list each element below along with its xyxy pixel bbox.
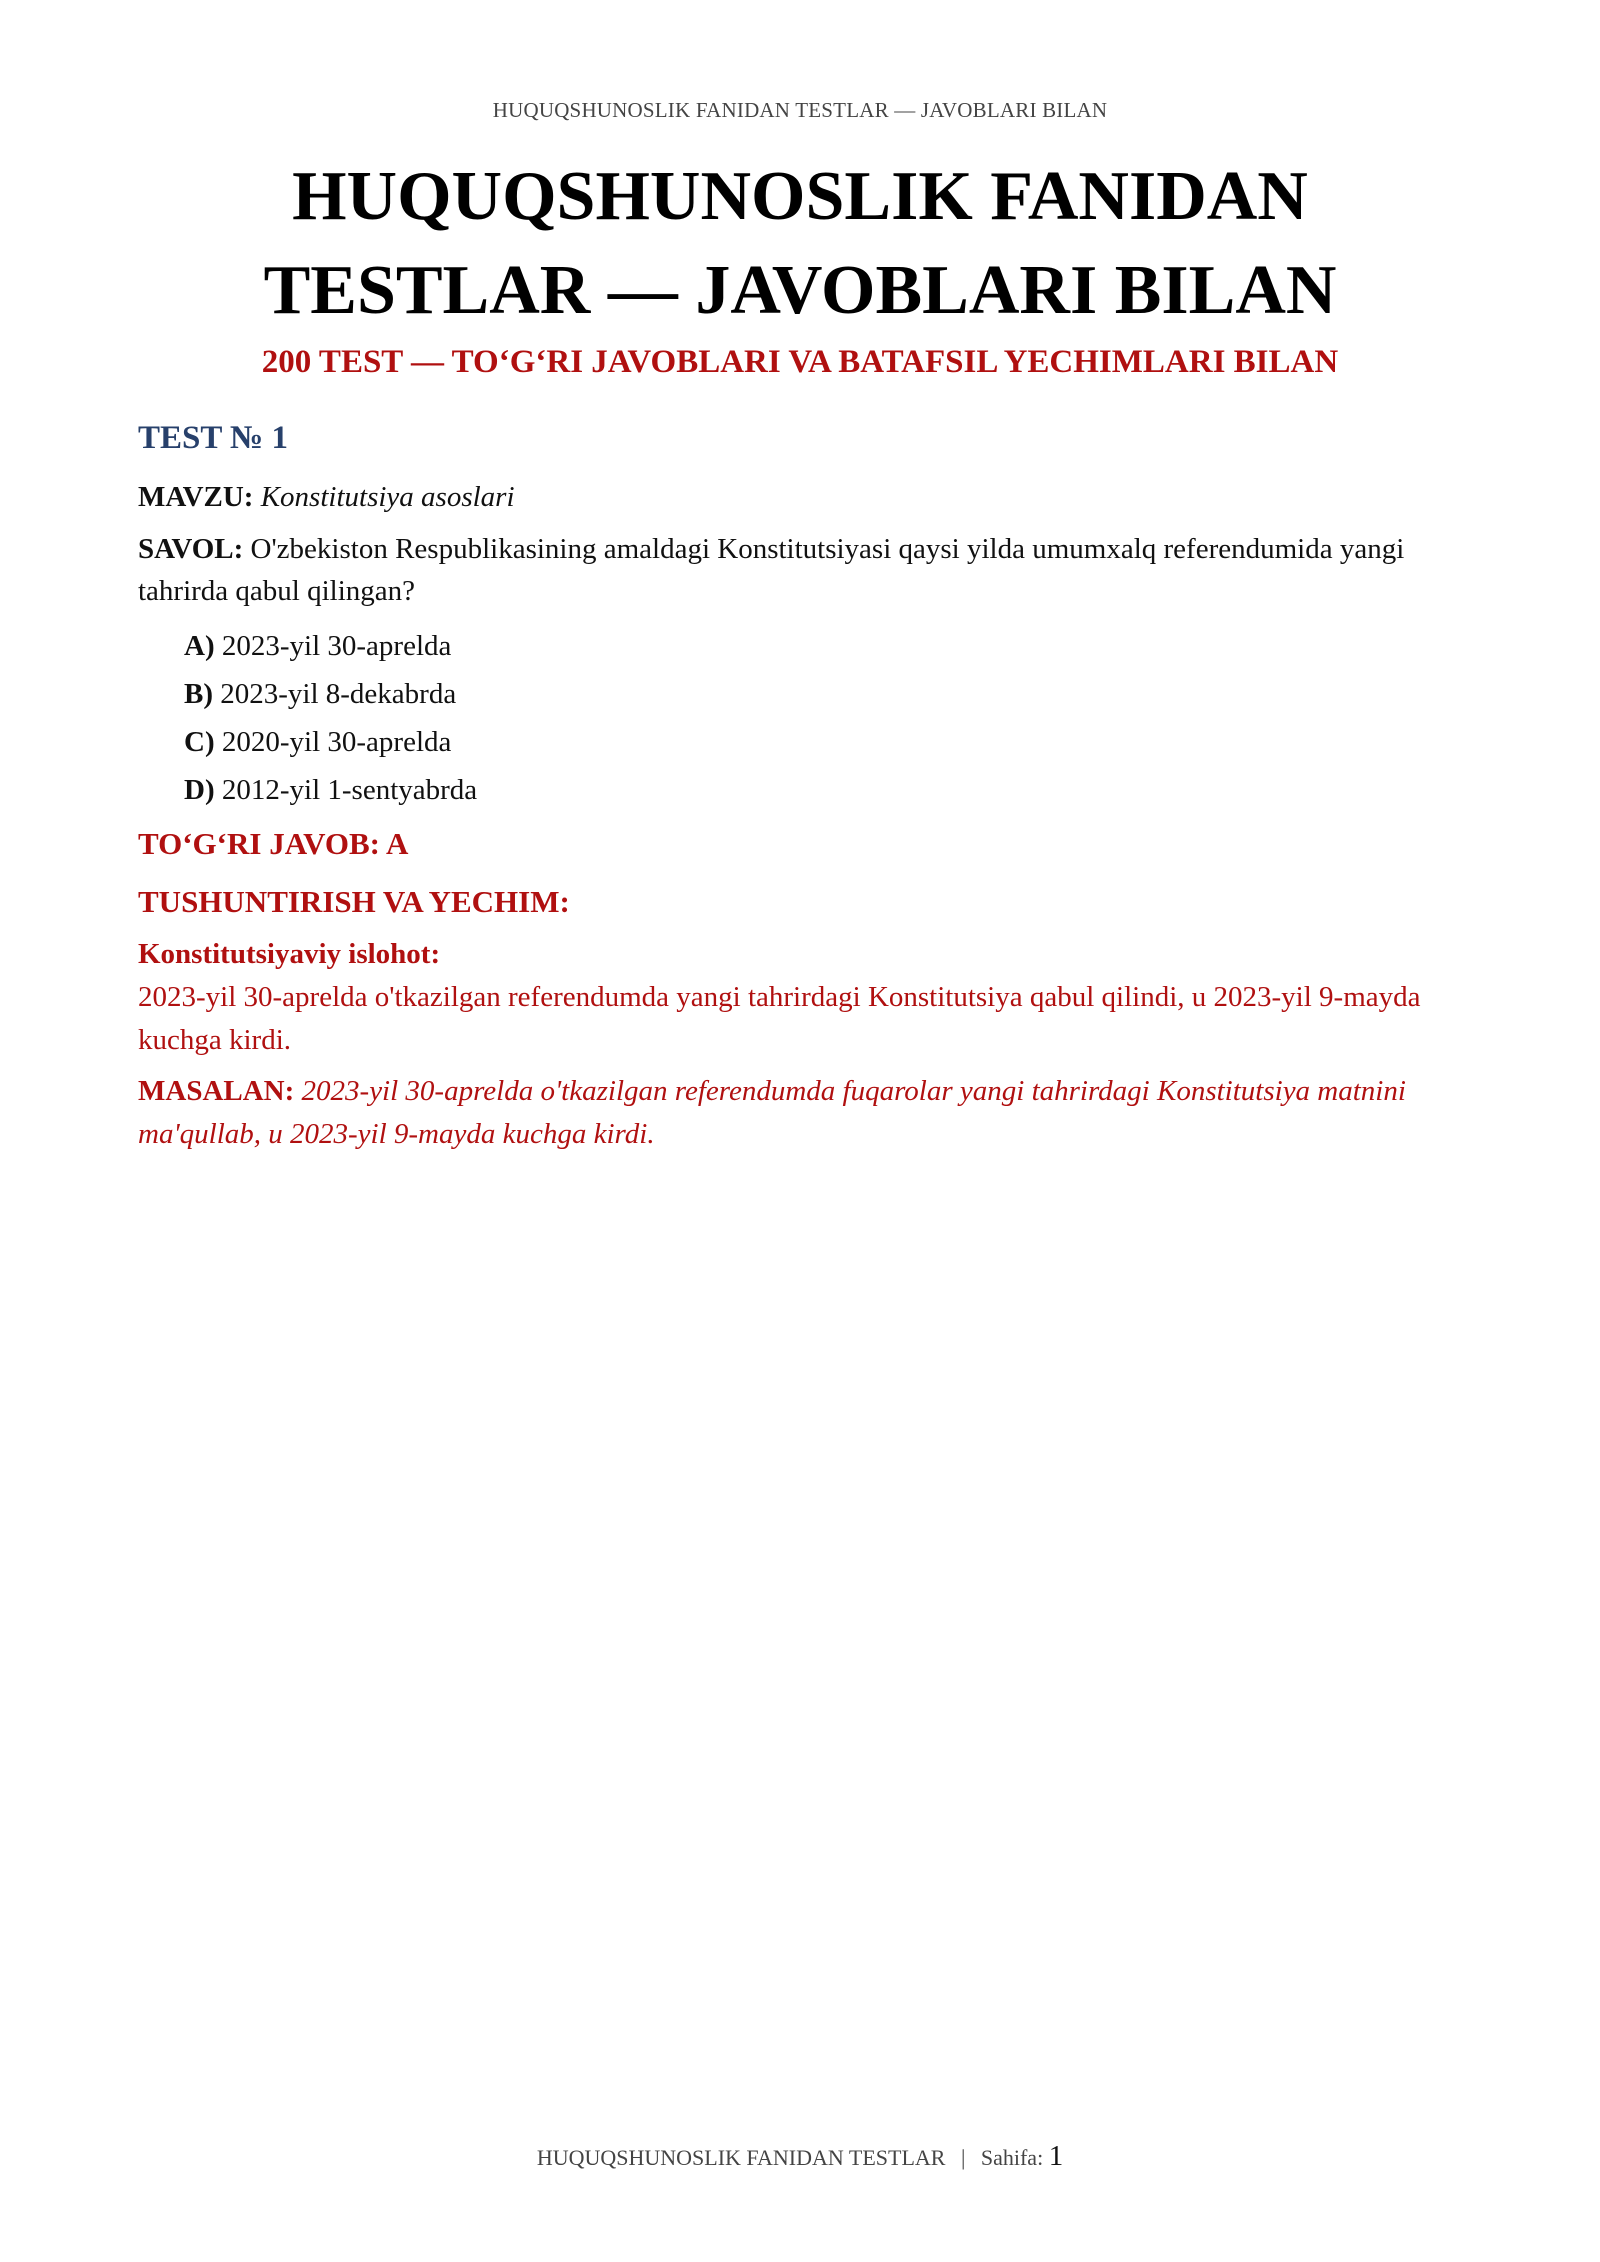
option-letter: B) xyxy=(184,678,213,710)
running-header: HUQUQSHUNOSLIK FANIDAN TESTLAR — JAVOBLARI BILAN xyxy=(492,98,1108,122)
option-letter: A) xyxy=(184,630,215,662)
document-title xyxy=(100,150,1500,338)
option-text: 2012-yil 1-sentyabrda xyxy=(221,774,478,806)
option-b xyxy=(184,670,1468,718)
footer-separator: | xyxy=(960,2145,966,2170)
option-text: 2020-yil 30-aprelda xyxy=(221,726,452,758)
option-letter: D) xyxy=(184,774,215,806)
question-line xyxy=(138,528,1468,612)
option-letter: C) xyxy=(184,726,215,758)
example-paragraph xyxy=(138,1070,1468,1156)
example-label: MASALAN: xyxy=(138,1075,295,1107)
explanation-title: TUSHUNTIRISH VA YECHIM: xyxy=(138,884,570,919)
page-footer xyxy=(0,2140,1600,2173)
question-text: O'zbekiston Respublikasining amaldagi Konstitutsiyasi qaysi yilda umumxalq referendumida yangi tahrirda qabul qilingan? xyxy=(138,533,1405,607)
reform-text: 2023-yil 30-aprelda o'tkazilgan referendumda yangi tahrirdagi Konstitutsiya qabul qilindi, u 2023-yil 9-mayda kuchga kirdi. xyxy=(138,981,1421,1056)
test-block xyxy=(138,412,1468,1164)
option-c xyxy=(184,718,1468,766)
topic-line xyxy=(138,476,1468,518)
option-text: 2023-yil 8-dekabrda xyxy=(220,678,457,710)
document-subtitle: 200 TEST — TO‘G‘RI JAVOBLARI VA BATAFSIL YECHIMLARI BILAN xyxy=(261,344,1339,380)
option-text: 2023-yil 30-aprelda xyxy=(221,630,452,662)
correct-answer: TO‘G‘RI JAVOB: A xyxy=(138,826,409,861)
topic-value: Konstitutsiya asoslari xyxy=(260,481,515,513)
page-number: 1 xyxy=(1048,2140,1064,2172)
question-label: SAVOL: xyxy=(138,533,244,565)
document-title-line-1: HUQUQSHUNOSLIK FANIDAN xyxy=(292,158,1308,235)
topic-label: MAVZU: xyxy=(138,481,254,513)
footer-title: HUQUQSHUNOSLIK FANIDAN TESTLAR xyxy=(536,2145,946,2170)
option-a xyxy=(184,622,1468,670)
document-title-line-2: TESTLAR — JAVOBLARI BILAN xyxy=(263,252,1337,329)
answer-options xyxy=(184,622,1468,814)
test-heading: TEST № 1 xyxy=(138,420,288,456)
footer-page-label: Sahifa: xyxy=(980,2145,1044,2170)
option-d xyxy=(184,766,1468,814)
example-text: 2023-yil 30-aprelda o'tkazilgan referendumda fuqarolar yangi tahrirdagi Konstitutsiya matnini ma'qullab, u 2023-yil 9-mayda kuchga kirdi. xyxy=(138,1075,1406,1150)
reform-title: Konstitutsiyaviy islohot: xyxy=(138,938,441,970)
